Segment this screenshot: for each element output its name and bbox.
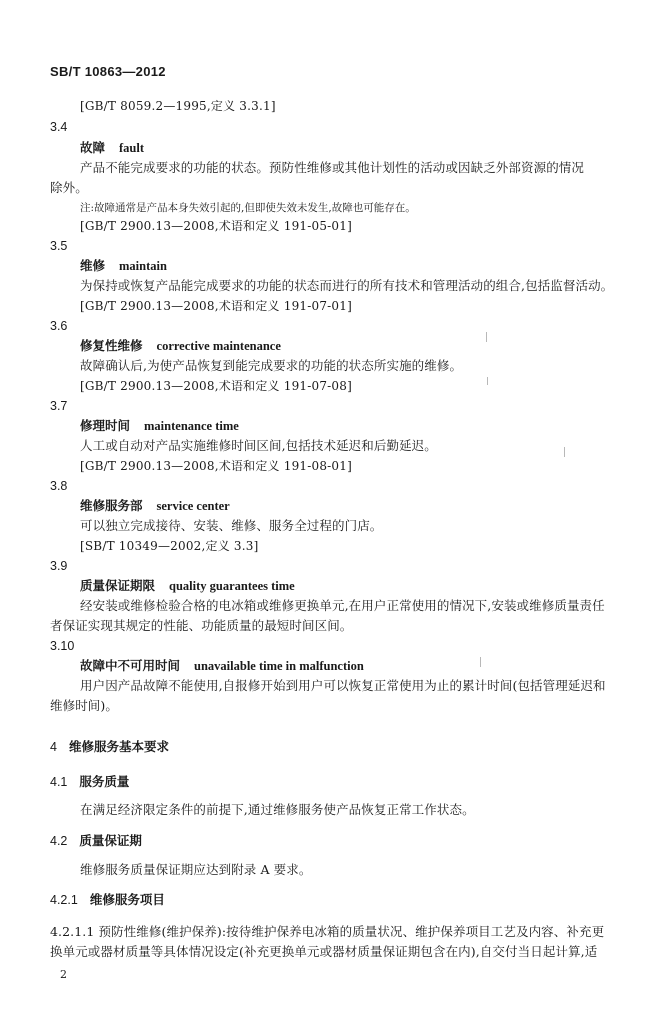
term-cn: 修理时间 <box>80 418 131 433</box>
term-en: fault <box>119 141 145 155</box>
clause-number-3-8: 3.8 <box>50 479 68 493</box>
reference-3-3: [GB/T 8059.2—1995,定义 3.3.1] <box>80 99 276 113</box>
section-4-1-heading <box>50 773 129 791</box>
definition-3-6: 故障确认后,为使产品恢复到能完成要求的功能的状态所实施的维修。 <box>80 358 463 373</box>
section-number: 4.2 <box>50 834 68 848</box>
paragraph-4-2: 维修服务质量保证期应达到附录 A 要求。 <box>80 862 312 877</box>
definition-3-9-line1: 经安装或维修检验合格的电冰箱或维修更换单元,在用户正常使用的情况下,安装或维修质量责任 <box>80 598 605 613</box>
section-title: 维修服务项目 <box>89 892 165 907</box>
reference-3-5: [GB/T 2900.13—2008,术语和定义 191-07-01] <box>80 299 352 313</box>
definition-3-5: 为保持或恢复产品能完成要求的功能的状态而进行的所有技术和管理活动的组合,包括监督活动。 <box>80 278 614 293</box>
clause-number-3-10: 3.10 <box>50 639 75 653</box>
term-cn: 维修 <box>80 258 106 273</box>
section-number: 4.1 <box>50 775 68 789</box>
section-number: 4.2.1 <box>50 893 78 907</box>
definition-3-8: 可以独立完成接待、安装、维修、服务全过程的门店。 <box>80 518 383 533</box>
reference-3-6: [GB/T 2900.13—2008,术语和定义 191-07-08] <box>80 379 352 393</box>
term-cn: 维修服务部 <box>80 498 143 513</box>
clause-number-3-5: 3.5 <box>50 239 68 253</box>
paragraph-4-2-1-1-line1: 4.2.1.1 预防性维修(维护保养):按待维护保养电冰箱的质量状况、维护保养项目工艺及内容、补充更 <box>50 924 605 939</box>
term-cn: 故障 <box>80 140 106 155</box>
term-en: service center <box>156 499 230 513</box>
reference-3-7: [GB/T 2900.13—2008,术语和定义 191-08-01] <box>80 459 352 473</box>
scan-artifact <box>486 332 487 342</box>
clause-number-3-7: 3.7 <box>50 399 68 413</box>
term-en: maintenance time <box>144 419 239 433</box>
term-3-4 <box>80 139 144 157</box>
term-cn: 质量保证期限 <box>80 578 156 593</box>
term-cn: 修复性维修 <box>80 338 143 353</box>
page-number: 2 <box>60 968 67 981</box>
paragraph-4-2-1-1-line2: 换单元或器材质量等具体情况设定(补充更换单元或器材质量保证期包含在内),自交付当日起计算,适 <box>50 944 598 959</box>
term-3-5 <box>80 257 167 275</box>
term-en: unavailable time in malfunction <box>194 659 364 673</box>
paragraph-4-1: 在满足经济限定条件的前提下,通过维修服务使产品恢复正常工作状态。 <box>80 802 475 817</box>
term-en: quality guarantees time <box>169 579 295 593</box>
definition-3-10-line1: 用户因产品故障不能使用,自报修开始到用户可以恢复正常使用为止的累计时间(包括管理延迟和 <box>80 678 606 693</box>
document-header-id: SB/T 10863—2012 <box>50 64 166 79</box>
clause-number-3-4: 3.4 <box>50 120 68 134</box>
term-en: maintain <box>119 259 167 273</box>
note-3-4: 注:故障通常是产品本身失效引起的,但即使失效未发生,故障也可能存在。 <box>80 202 416 214</box>
term-3-8 <box>80 497 230 515</box>
section-title: 质量保证期 <box>79 833 142 848</box>
scan-artifact <box>480 657 481 667</box>
reference-3-8: [SB/T 10349—2002,定义 3.3] <box>80 539 259 553</box>
scan-artifact <box>564 447 565 457</box>
definition-3-4-line2: 除外。 <box>50 180 88 195</box>
term-en: corrective maintenance <box>156 339 281 353</box>
term-3-9 <box>80 577 295 595</box>
definition-3-9-line2: 者保证实现其规定的性能、功能质量的最短时间区间。 <box>50 618 353 633</box>
section-4-heading <box>50 738 169 756</box>
section-title: 维修服务基本要求 <box>68 739 169 754</box>
clause-number-3-6: 3.6 <box>50 319 68 333</box>
section-number: 4 <box>50 740 57 754</box>
term-cn: 故障中不可用时间 <box>80 658 181 673</box>
clause-number-3-9: 3.9 <box>50 559 68 573</box>
term-3-10 <box>80 657 364 675</box>
section-4-2-1-heading <box>50 891 165 909</box>
section-title: 服务质量 <box>79 774 130 789</box>
term-3-6 <box>80 337 281 355</box>
term-3-7 <box>80 417 239 435</box>
definition-3-10-line2: 维修时间)。 <box>50 698 118 713</box>
definition-3-4-line1: 产品不能完成要求的功能的状态。预防性维修或其他计划性的活动或因缺乏外部资源的情况 <box>80 160 585 175</box>
definition-3-7: 人工或自动对产品实施维修时间区间,包括技术延迟和后勤延迟。 <box>80 438 437 453</box>
scan-artifact <box>487 377 488 385</box>
section-4-2-heading <box>50 832 142 850</box>
reference-3-4: [GB/T 2900.13—2008,术语和定义 191-05-01] <box>80 219 352 233</box>
